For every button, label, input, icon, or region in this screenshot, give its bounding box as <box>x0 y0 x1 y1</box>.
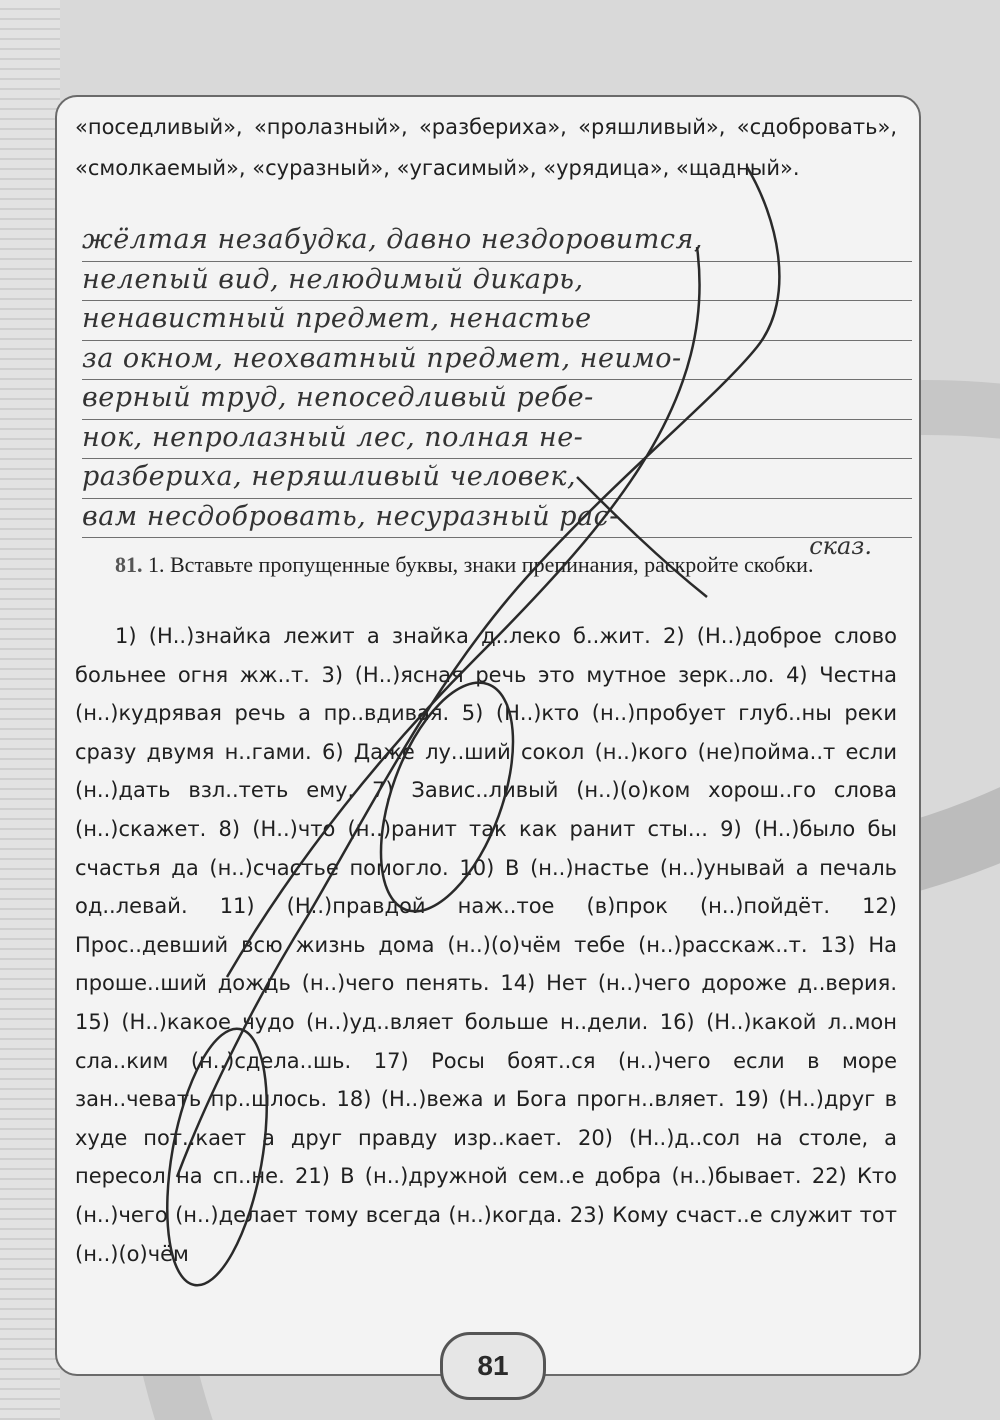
task-number: 81. <box>115 552 143 577</box>
handwritten-answer <box>82 222 912 560</box>
handwritten-line: нок, непролазный лес, полная не- <box>82 420 912 460</box>
task-subnumber: 1. <box>148 552 165 577</box>
handwritten-line-end: сказ. <box>809 532 872 560</box>
exercise-intro-text: «поседливый», «пролазный», «разбериха», «ряшливый», «сдобровать», «смолкаемый», «суразный», «угасимый», «урядица», «щадный». <box>75 115 897 180</box>
task-instruction: Вставьте пропущенные буквы, знаки препинания, раскройте скобки. <box>170 552 814 577</box>
handwritten-line: жёлтая незабудка, давно нездоровится, <box>82 222 912 262</box>
task-text: 1) (Н..)знайка лежит а знайка д..леко б..жит. 2) (Н..)доброе слово больнее огня жж..т. 3) (Н..)ясная речь это мутное зерк..ло. 4) Честна (н..)кудрявая речь а пр..вдивая. 5) (Н..)кто (н..)пробует глуб..ны реки сразу двумя н..гами. 6) Даже лу..ший сокол (н..)кого (не)пойма..т если (н..)дать взл..теть ему. 7) Завис..ливый (н..)(о)ком хорош..го слова (н..)скажет. 8) (Н..)что (н..)ранит так как ранит сты... 9) (Н..)было бы счастья да (н..)счастье помогло. 10) В (н..)настье (н..)унывай а печаль од..левай. 11) (Н..)правдой наж..тое (в)прок (н..)пойдёт. 12) Прос..девший всю жизнь дома (н..)(о)чём тебе (н..)расскаж..т. 13) На проше..ший дождь (н..)чего пенять. 14) Нет (н..)чего дороже д..верия. 15) (Н..)какое чудо (н..)уд..вляет больше н..дели. 16) (Н..)какой л..мон сла..ким (н..)сдела..шь. 17) Росы боят..ся (н..)чего если в море зан..чевать пр..шлось. 18) (Н..)вежа и Бога прогн..вляет. 19) (Н..)друг в худе пот..кает а друг правду изр..кает. 20) (Н..)д..сол на столе, а пересол на сп..не. 21) В (н..)дружной сем..е добра (н..)бывает. 22) Кто (н..)чего (н..)делает тому всегда (н..)когда. 23) Кому счаст..е служит тот (н..)(о)чём <box>75 624 897 1266</box>
task-heading <box>75 547 897 582</box>
handwritten-line: нелепый вид, нелюдимый дикарь, <box>82 262 912 302</box>
handwritten-line: разбериха, неряшливый человек, <box>82 459 912 499</box>
handwritten-line: верный труд, непоседливый ребе- <box>82 380 912 420</box>
handwritten-line: ненавистный предмет, ненастье <box>82 301 912 341</box>
notebook-lines-margin <box>0 0 60 1420</box>
workbook-card <box>55 95 921 1376</box>
page-number-badge: 81 <box>440 1332 546 1400</box>
handwritten-line: вам несдобровать, несуразный рас- <box>82 499 912 539</box>
handwritten-line: за окном, неохватный предмет, неимо- <box>82 341 912 381</box>
